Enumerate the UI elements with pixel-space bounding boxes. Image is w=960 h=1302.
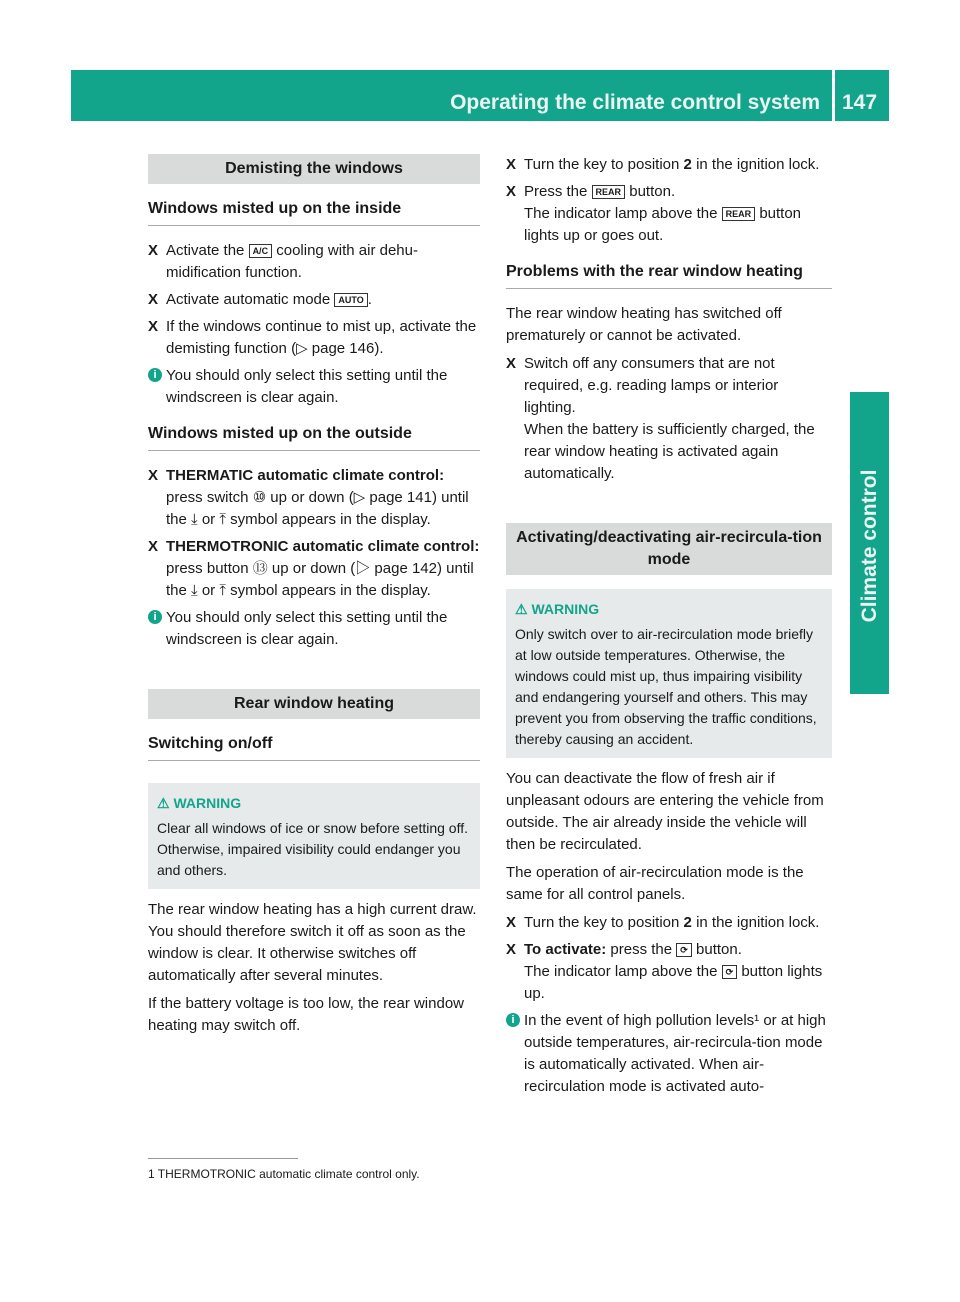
info-icon: i (506, 1013, 520, 1027)
warning-label: ⚠ WARNING (515, 601, 600, 617)
info-icon: i (148, 368, 162, 382)
recirculation-icon: ⟳ (722, 965, 738, 979)
subheading: Windows misted up on the outside (148, 423, 480, 451)
subheading: Switching on/off (148, 733, 480, 761)
list-item: X Turn the key to position 2 in the ignition lock. (506, 156, 820, 173)
section-heading: Demisting the windows (148, 154, 480, 184)
footnote: 1 THERMOTRONIC automatic climate control only. (148, 1167, 420, 1181)
list-item: X Switch off any consumers that are not required, e.g. reading lamps or interior lighting. When the battery is sufficiently charged, the rear window heating is activated again automatically. (506, 355, 815, 482)
list-item: X Activate the A/C cooling with air dehu-midification function. (148, 242, 418, 281)
list-item: X If the windows continue to mist up, activate the demisting function (▷ page 146). (148, 318, 477, 357)
paragraph: The operation of air-recirculation mode is the same for all control panels. (506, 864, 804, 903)
paragraph: If the battery voltage is too low, the rear window heating may switch off. (148, 995, 465, 1034)
side-tab-label: Climate control (858, 469, 881, 623)
page-number: 147 (842, 91, 878, 114)
subheading: Windows misted up on the inside (148, 198, 480, 226)
list-item: X To activate: press the ⟳ button. The indicator lamp above the ⟳ button lights up. (506, 941, 823, 1002)
paragraph: You can deactivate the flow of fresh air if unpleasant odours are entering the vehicle from outside. The air already inside the vehicle will then be recirculated. (506, 770, 824, 853)
list-item: X THERMATIC automatic climate control: press switch ⑩ up or down (▷ page 141) until the ⤓ or ⤒ symbol appears in the display. (148, 467, 469, 528)
info-note: i In the event of high pollution levels¹ or at high outside temperatures, air-recircula-tion mode is automatically activated. When air-recirculation mode is activated auto- (506, 1010, 832, 1098)
rear-window-icon: REAR (592, 185, 626, 199)
warning-box: ⚠ WARNING Only switch over to air-recirculation mode briefly at low outside temperatures. Otherwise, the windows could mist up, thus impairing visibility and endangering yourself and others. This may prevent you from observing the traffic conditions, thereby causing an accident. (506, 589, 832, 758)
list-item: X Activate automatic mode AUTO . (148, 291, 372, 308)
warning-label: ⚠ WARNING (157, 795, 242, 811)
rear-window-icon: REAR (722, 207, 756, 221)
list-item: X THERMOTRONIC automatic climate control: press button ⑬ up or down (▷ page 142) until the ⤓ or ⤒ symbol appears in the display. (148, 538, 480, 599)
info-note: i You should only select this setting until the windscreen is clear again. (148, 365, 480, 409)
warning-box: ⚠ WARNING Clear all windows of ice or snow before setting off. Otherwise, impaired visibility could endanger you and others. (148, 783, 480, 889)
paragraph: The rear window heating has a high current draw. You should therefore switch it off as soon as the window is clear. It otherwise switches off automatically after several minutes. (148, 901, 477, 984)
list-item: X Press the REAR button. The indicator lamp above the REAR button lights up or goes out. (506, 183, 802, 244)
list-item: X Turn the key to position 2 in the ignition lock. (506, 914, 820, 931)
auto-icon: AUTO (334, 293, 367, 307)
ac-icon: A/C (249, 244, 273, 258)
info-note: i You should only select this setting until the windscreen is clear again. (148, 607, 480, 651)
section-heading: Activating/deactivating air-recircula-tion mode (506, 523, 832, 575)
info-icon: i (148, 610, 162, 624)
paragraph: The rear window heating has switched off prematurely or cannot be activated. (506, 305, 782, 344)
right-column (506, 154, 832, 1104)
header-separator (832, 70, 835, 121)
page-header-title: Operating the climate control system (450, 91, 820, 114)
left-column (148, 154, 480, 1043)
section-heading: Rear window heating (148, 689, 480, 719)
recirculation-icon: ⟳ (676, 943, 692, 957)
subheading: Problems with the rear window heating (506, 261, 832, 289)
footnote-rule (148, 1158, 298, 1159)
